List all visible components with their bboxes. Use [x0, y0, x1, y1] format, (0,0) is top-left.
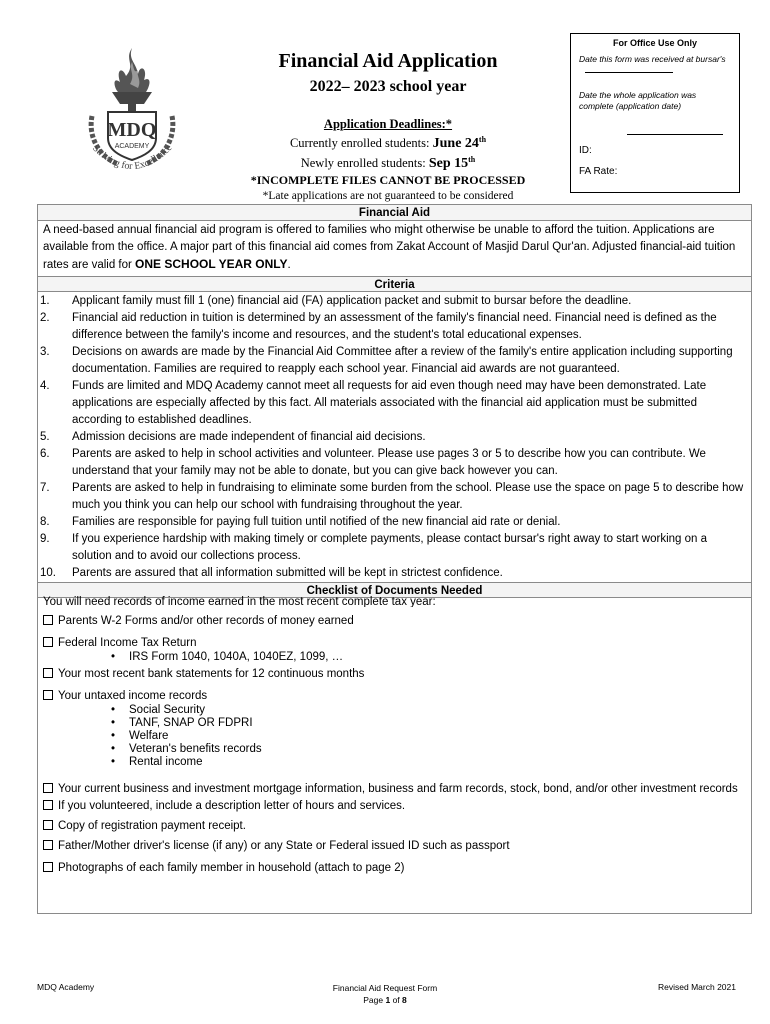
- office-use-box: [570, 33, 740, 193]
- checkbox-untaxed[interactable]: [43, 690, 53, 700]
- criteria-list: [38, 292, 751, 582]
- checkbox-license[interactable]: [43, 840, 53, 850]
- checklist-item-business: Your current business and investment mortgage information, business and farm records, stock, bond, and/or other investment records: [43, 783, 747, 796]
- received-date-field[interactable]: [585, 65, 673, 73]
- tax-sublist: [43, 651, 747, 664]
- checklist: [38, 595, 751, 876]
- received-date-label: Date this form was received at bursar's: [579, 54, 731, 76]
- checklist-item-w2: Parents W-2 Forms and/or other records of money earned: [43, 614, 747, 629]
- id-field[interactable]: ID:: [579, 145, 592, 156]
- footer-school: MDQ Academy: [37, 982, 95, 992]
- list-item: 10. Parents are assured that all information submitted will be kept in strictest confidence.: [40, 567, 503, 579]
- academy-logo: [78, 44, 186, 178]
- main-form-box: [37, 204, 752, 914]
- list-item: 4. Funds are limited and MDQ Academy cannot meet all requests for aid even though need may have been demonstrated. Late applications are especially affected by this fact. All materials associated with the financial aid application must be submitted according to established deadlines.: [40, 380, 707, 426]
- complete-date-label: Date the whole application was complete (application date): [579, 90, 697, 111]
- list-item: 9. If you experience hardship with making timely or complete payments, please contact bursar's right away to start working on a solution and to avoid our collections process.: [40, 533, 707, 562]
- checklist-item-registration: Copy of registration payment receipt.: [43, 819, 747, 834]
- list-item: 2. Financial aid reduction in tuition is determined by an assessment of the family's financial need. Financial need is defined as the difference between the family's income and resources, and the student's total educational expenses.: [40, 312, 717, 341]
- checklist-item-volunteer: If you volunteered, include a description letter of hours and services.: [43, 799, 747, 814]
- checkbox-photos[interactable]: [43, 862, 53, 872]
- checkbox-registration[interactable]: [43, 820, 53, 830]
- checkbox-volunteer[interactable]: [43, 800, 53, 810]
- checklist-item-tax: Federal Income Tax Return: [43, 636, 747, 651]
- checkbox-w2[interactable]: [43, 615, 53, 625]
- list-item: • Veteran's benefits records: [111, 743, 262, 755]
- list-item: • TANF, SNAP OR FDPRI: [111, 717, 253, 729]
- current-deadline: Currently enrolled students: June 24th: [289, 135, 487, 152]
- footer-form-name: Financial Aid Request Form: [332, 983, 438, 993]
- deadlines-heading: Application Deadlines:*: [323, 117, 453, 131]
- logo-motto: Striving for Excellence: [90, 142, 175, 173]
- page-number: Page 1 of 8: [363, 995, 407, 1005]
- page-title: Financial Aid Application: [278, 50, 498, 72]
- checkbox-tax[interactable]: [43, 637, 53, 647]
- criteria-heading: Criteria: [38, 276, 751, 292]
- checklist-item-untaxed: Your untaxed income records: [43, 689, 747, 704]
- logo-sub: ACADEMY: [114, 143, 150, 150]
- new-deadline: Newly enrolled students: Sep 15th: [300, 155, 476, 172]
- complete-date-field[interactable]: [627, 134, 723, 135]
- list-item: 5. Admission decisions are made independent of financial aid decisions.: [40, 431, 426, 443]
- list-item: 6. Parents are asked to help in school activities and volunteer. Please use pages 3 or 5 to describe how you can contribute. We understand that your family may not be able to donate, but you can give back however you can.: [40, 448, 706, 477]
- financial-aid-text: A need-based annual financial aid program is offered to families who might otherwise be unable to afford the tuition. Applications are available from the office. A major part of this financial aid comes from Zakat Account of Masjid Darul Qur'an. Adjusted financial-aid tuition rates are valid for ONE SCHOOL YEAR ONLY.: [43, 224, 736, 271]
- list-item: 3. Decisions on awards are made by the Financial Aid Committee after a review of the family's entire application including supporting documentation. Families are required to reapply each school year. Financial aid awards are not guaranteed.: [40, 346, 733, 375]
- footer-center: [300, 982, 470, 1006]
- list-item: • Welfare: [111, 730, 169, 742]
- untaxed-sublist: [43, 704, 747, 769]
- checkbox-bank[interactable]: [43, 668, 53, 678]
- page-header: [236, 48, 540, 204]
- footer-revised: Revised March 2021: [658, 982, 736, 992]
- incomplete-warning: *INCOMPLETE FILES CANNOT BE PROCESSED: [250, 173, 526, 188]
- school-year: 2022– 2023 school year: [309, 78, 467, 95]
- checklist-item-license: Father/Mother driver's license (if any) or any State or Federal issued ID such as passport: [43, 839, 747, 854]
- list-item: • IRS Form 1040, 1040A, 1040EZ, 1099, …: [111, 651, 344, 663]
- list-item: 7. Parents are asked to help in fundraising to eliminate some burden from the school. Please use the space on page 5 to describe how much you think you can help our school with fundraising throughout the year.: [40, 482, 744, 511]
- checklist-intro: You will need records of income earned in the most recent complete tax year:: [43, 596, 436, 607]
- list-item: 8. Families are responsible for paying full tuition until notified of the new financial aid rate or denial.: [40, 516, 561, 528]
- checklist-item-bank: Your most recent bank statements for 12 continuous months: [43, 667, 747, 682]
- logo-name: MDQ: [107, 119, 157, 141]
- checkbox-business[interactable]: [43, 783, 53, 793]
- list-item: • Rental income: [111, 756, 203, 768]
- fa-rate-field[interactable]: FA Rate:: [579, 166, 618, 177]
- office-heading: For Office Use Only: [612, 38, 698, 48]
- deadlines-block: [236, 116, 540, 204]
- list-item: 1. Applicant family must fill 1 (one) financial aid (FA) application packet and submit to bursar before the deadline.: [40, 295, 632, 307]
- late-warning: *Late applications are not guaranteed to be considered: [262, 190, 514, 203]
- checklist-item-photos: Photographs of each family member in household (attach to page 2): [43, 861, 747, 876]
- list-item: • Social Security: [111, 704, 206, 716]
- financial-aid-heading: Financial Aid: [38, 205, 751, 221]
- logo-emblem-icon: [78, 44, 186, 178]
- checklist-heading: Checklist of Documents Needed: [38, 582, 751, 598]
